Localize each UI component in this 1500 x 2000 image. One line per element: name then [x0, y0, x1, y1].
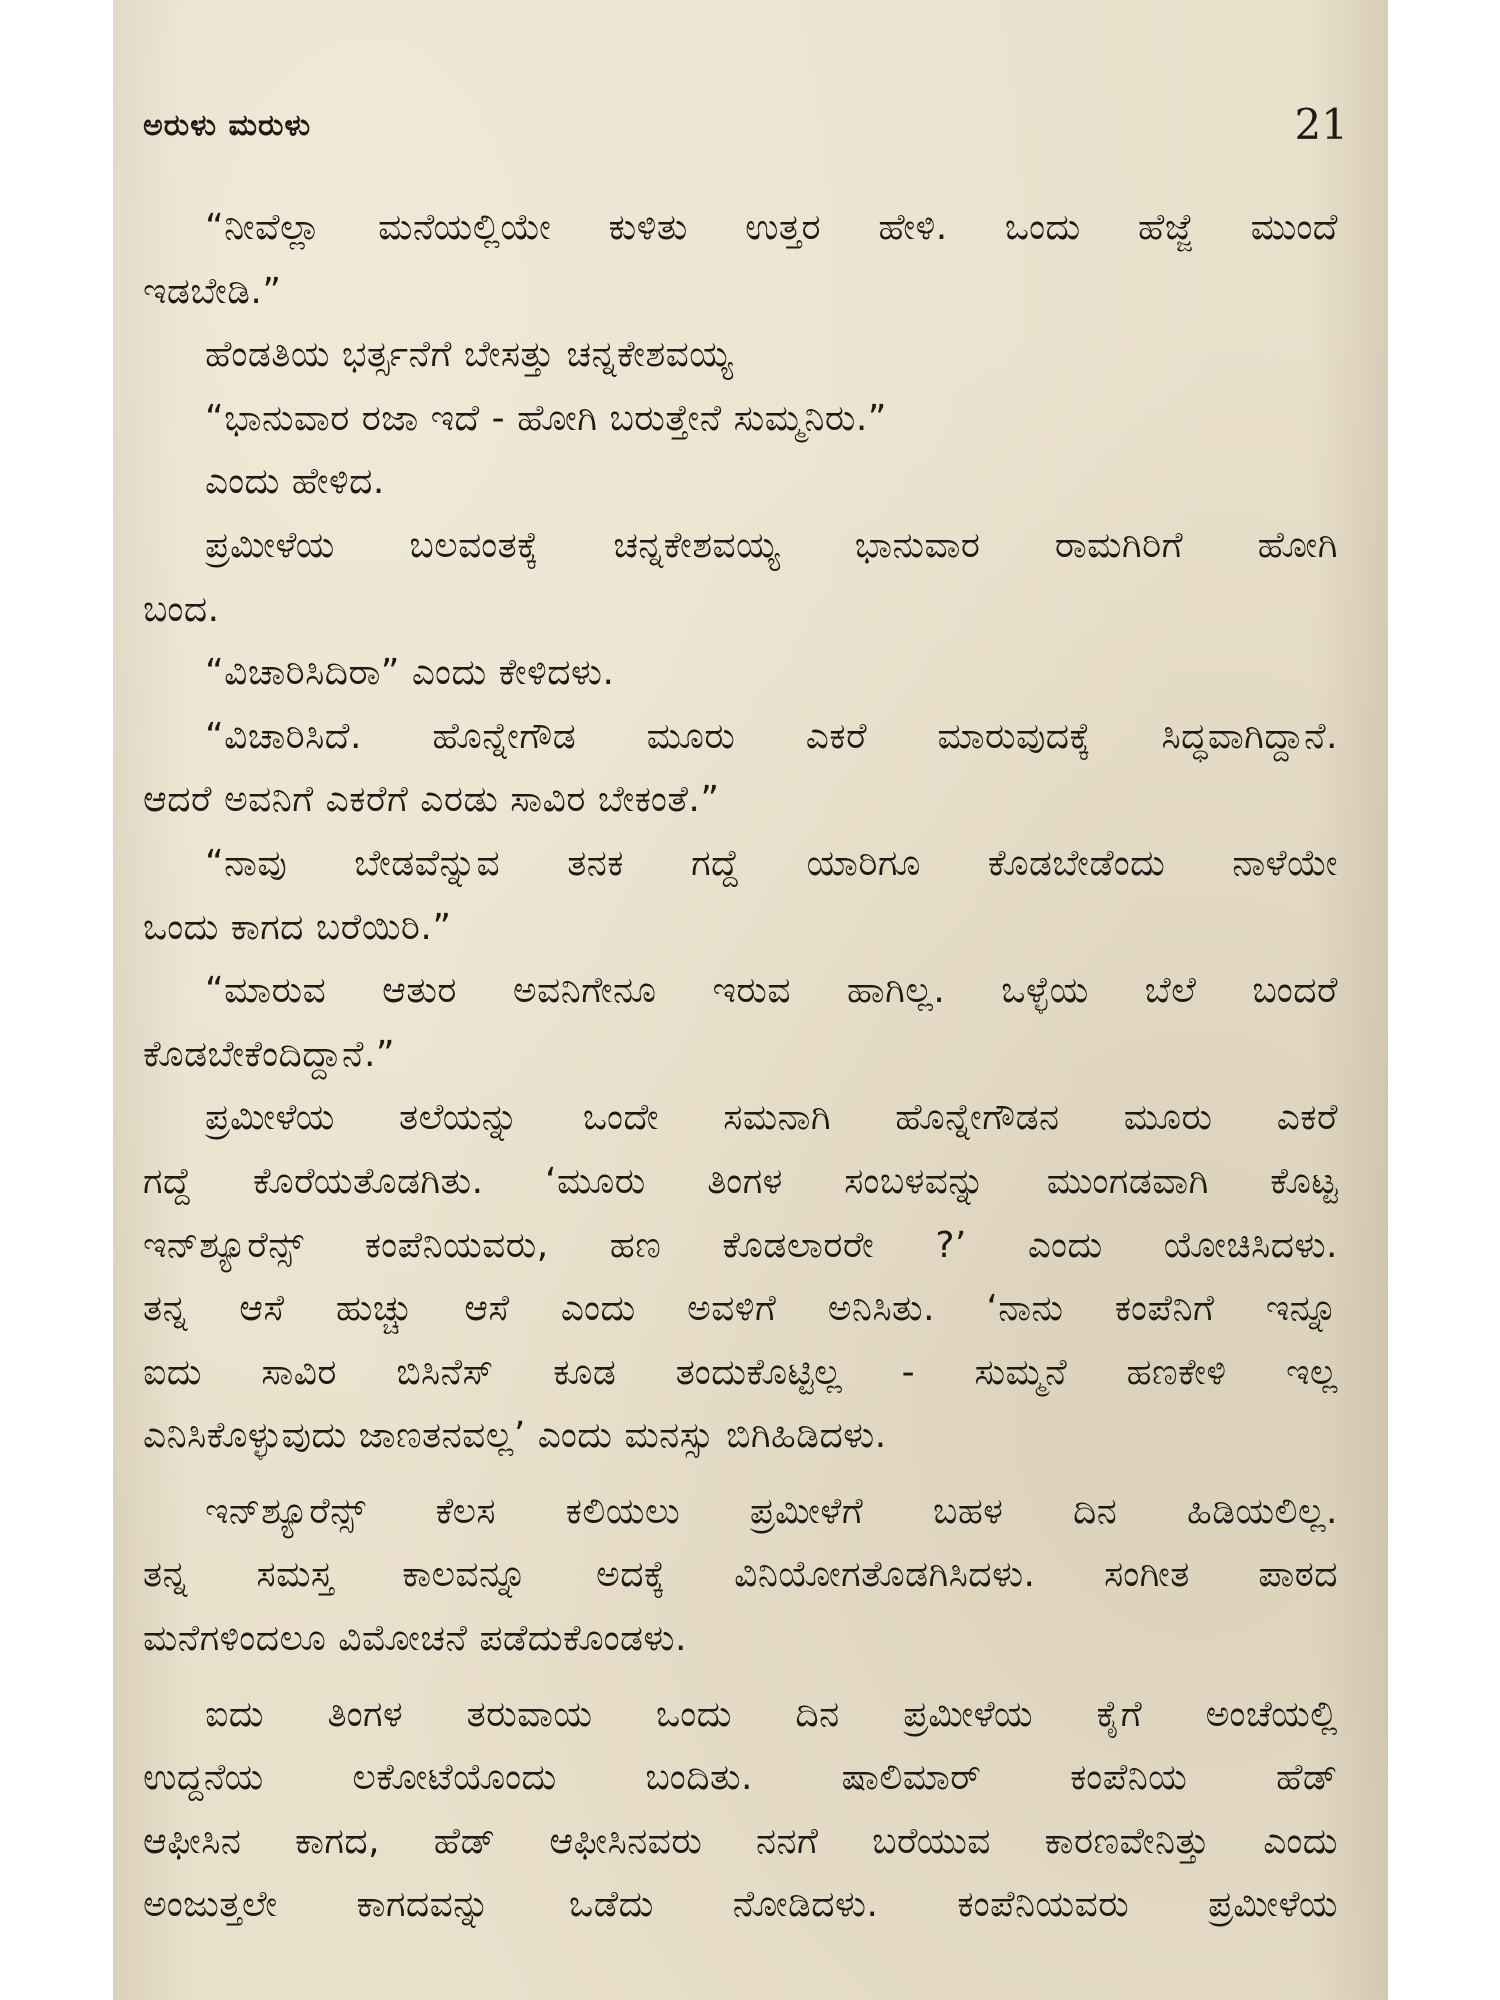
text-line: “ನೀವೆಲ್ಲಾ ಮನೆಯಲ್ಲಿಯೇ ಕುಳಿತು ಉತ್ತರ ಹೇಳಿ. ಒಂದು ಹೆಜ್ಜೆ ಮುಂದೆ: [205, 207, 1338, 248]
text-line: ಒಂದು ಕಾಗದ ಬರೆಯಿರಿ.”: [143, 906, 452, 948]
text-line: ಆದರೆ ಅವನಿಗೆ ಎಕರೆಗೆ ಎರಡು ಸಾವಿರ ಬೇಕಂತೆ.”: [143, 779, 720, 821]
text-line: ಉದ್ದನೆಯ ಲಕೋಟೆಯೊಂದು ಬಂದಿತು. ಷಾಲಿಮಾರ್ ಕಂಪೆನಿಯ ಹೆಡ್: [143, 1757, 1338, 1799]
text-line: ತನ್ನ ಸಮಸ್ತ ಕಾಲವನ್ನೂ ಅದಕ್ಕೆ ವಿನಿಯೋಗತೊಡಗಿಸಿದಳು. ಸಂಗೀತ ಪಾಠದ: [143, 1554, 1338, 1596]
body-text: [143, 200, 1338, 1941]
text-line: “ಮಾರುವ ಆತುರ ಅವನಿಗೇನೂ ಇರುವ ಹಾಗಿಲ್ಲ. ಒಳ್ಳೆಯ ಬೆಲೆ ಬಂದರೆ: [205, 970, 1338, 1012]
page-number: 21: [1294, 100, 1348, 149]
text-line: ಆಫೀಸಿನ ಕಾಗದ, ಹೆಡ್ ಆಫೀಸಿನವರು ನನಗೆ ಬರೆಯುವ ಕಾರಣವೇನಿತ್ತು ಎಂದು: [143, 1820, 1338, 1862]
text-line: ಹೆಂಡತಿಯ ಭರ್ತ್ಸನೆಗೆ ಬೇಸತ್ತು ಚನ್ನಕೇಶವಯ್ಯ: [205, 334, 734, 376]
book-page: [113, 0, 1388, 2000]
text-line: ಎನಿಸಿಕೊಳ್ಳುವುದು ಜಾಣತನವಲ್ಲ’ ಎಂದು ಮನಸ್ಸು ಬಿಗಿಹಿಡಿದಳು.: [143, 1415, 887, 1457]
text-line: “ಭಾನುವಾರ ರಜಾ ಇದೆ - ಹೋಗಿ ಬರುತ್ತೇನೆ ಸುಮ್ಮನಿರು.”: [205, 397, 887, 439]
text-line: ಮನೆಗಳಿಂದಲೂ ವಿಮೋಚನೆ ಪಡೆದುಕೊಂಡಳು.: [143, 1618, 687, 1660]
text-line: “ನಾವು ಬೇಡವೆನ್ನುವ ತನಕ ಗದ್ದೆ ಯಾರಿಗೂ ಕೊಡಬೇಡೆಂದು ನಾಳೆಯೇ: [205, 842, 1338, 884]
text-line: ಇನ್‌ಶ್ಯೂರೆನ್ಸ್ ಕಂಪೆನಿಯವರು, ಹಣ ಕೊಡಲಾರರೇ ?’ ಎಂದು ಯೋಚಿಸಿದಳು.: [143, 1224, 1338, 1266]
running-header: ಅರುಳು ಮರುಳು: [143, 108, 312, 143]
text-line: ಇನ್‌ಶ್ಯೂರೆನ್ಸ್ ಕೆಲಸ ಕಲಿಯಲು ಪ್ರಮೀಳೆಗೆ ಬಹಳ ದಿನ ಹಿಡಿಯಲಿಲ್ಲ.: [205, 1490, 1338, 1532]
text-line: ಐದು ತಿಂಗಳ ತರುವಾಯ ಒಂದು ದಿನ ಪ್ರಮೀಳೆಯ ಕೈಗೆ ಅಂಚೆಯಲ್ಲಿ: [205, 1693, 1338, 1735]
text-line: ಎಂದು ಹೇಳಿದ.: [205, 461, 385, 503]
text-line: ಗದ್ದೆ ಕೊರೆಯತೊಡಗಿತು. ‘ಮೂರು ತಿಂಗಳ ಸಂಬಳವನ್ನು ಮುಂಗಡವಾಗಿ ಕೊಟ್ಟ: [143, 1160, 1338, 1202]
text-line: ಪ್ರಮೀಳೆಯ ತಲೆಯನ್ನು ಒಂದೇ ಸಮನಾಗಿ ಹೊನ್ನೇಗೌಡನ ಮೂರು ಎಕರೆ: [205, 1097, 1338, 1139]
text-line: ಐದು ಸಾವಿರ ಬಿಸಿನೆಸ್ ಕೂಡ ತಂದುಕೊಟ್ಟಿಲ್ಲ - ಸುಮ್ಮನೆ ಹಣಕೇಳಿ ಇಲ್ಲ: [143, 1351, 1338, 1393]
text-line: ತನ್ನ ಆಸೆ ಹುಚ್ಚು ಆಸೆ ಎಂದು ಅವಳಿಗೆ ಅನಿಸಿತು. ‘ನಾನು ಕಂಪೆನಿಗೆ ಇನ್ನೂ: [143, 1288, 1338, 1330]
text-line: ಪ್ರಮೀಳೆಯ ಬಲವಂತಕ್ಕೆ ಚನ್ನಕೇಶವಯ್ಯ ಭಾನುವಾರ ರಾಮಗಿರಿಗೆ ಹೋಗಿ: [205, 524, 1338, 566]
text-line: ಕೊಡಬೇಕೆಂದಿದ್ದಾನೆ.”: [143, 1033, 396, 1075]
text-line: “ವಿಚಾರಿಸಿದಿರಾ” ಎಂದು ಕೇಳಿದಳು.: [205, 652, 615, 694]
text-line: “ವಿಚಾರಿಸಿದೆ. ಹೊನ್ನೇಗೌಡ ಮೂರು ಎಕರೆ ಮಾರುವುದಕ್ಕೆ ಸಿದ್ಧವಾಗಿದ್ದಾನೆ.: [205, 715, 1338, 757]
text-line: ಬಂದ.: [143, 588, 220, 630]
text-line: ಅಂಜುತ್ತಲೇ ಕಾಗದವನ್ನು ಒಡೆದು ನೋಡಿದಳು. ಕಂಪೆನಿಯವರು ಪ್ರಮೀಳೆಯ: [143, 1884, 1338, 1926]
text-line: ಇಡಬೇಡಿ.”: [143, 270, 282, 312]
